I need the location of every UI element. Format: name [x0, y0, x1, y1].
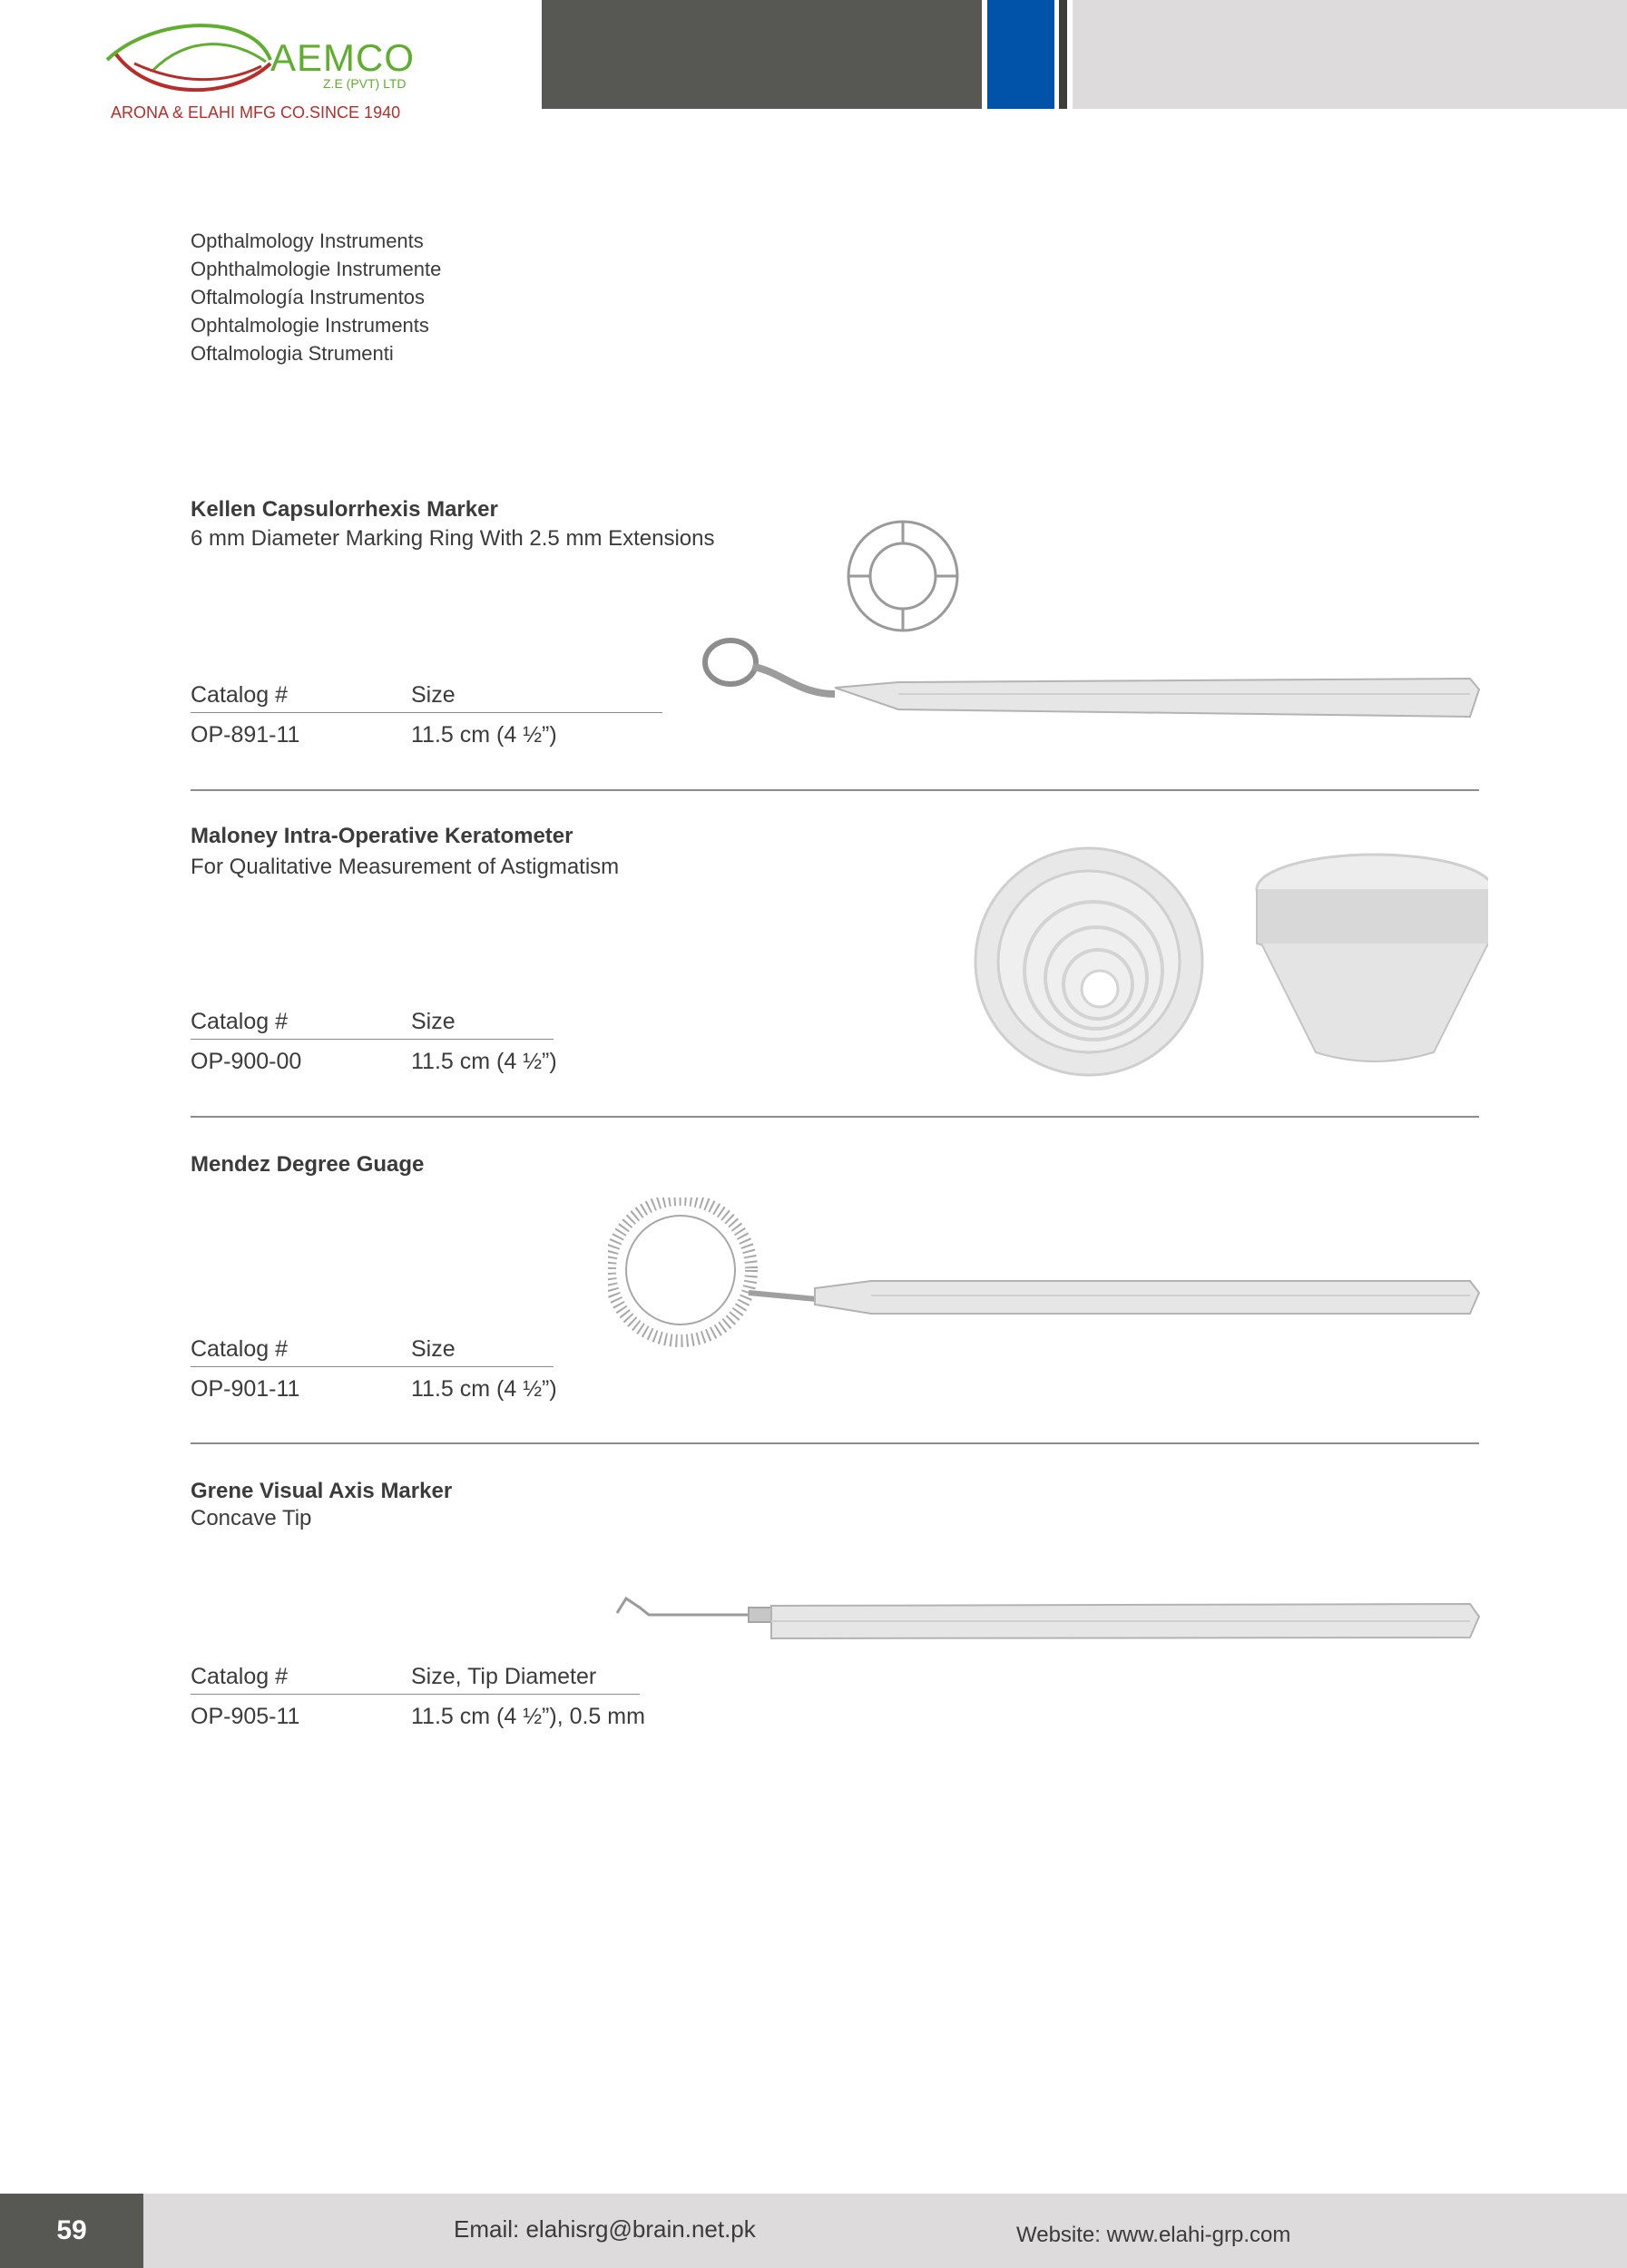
spec-table [191, 1336, 662, 1403]
company-logo [98, 16, 425, 134]
product-title: Kellen Capsulorrhexis Marker [191, 497, 498, 522]
brand-name: AEMCO [270, 36, 416, 79]
footer-bar [143, 2194, 1627, 2268]
spec-table [191, 682, 662, 748]
category-item: Oftalmologia Strumenti [191, 342, 394, 365]
category-item: Opthalmology Instruments [191, 230, 424, 252]
category-item: Oftalmología Instrumentos [191, 286, 426, 308]
size-value: 11.5 cm (4 ½”) [411, 722, 557, 748]
product-subtitle: 6 mm Diameter Marking Ring With 2.5 mm Extensions [191, 526, 715, 551]
size-header: Size [411, 682, 456, 708]
footer-email: Email: elahisrg@brain.net.pk [454, 2215, 756, 2243]
header-dark-block [542, 0, 982, 109]
product-subtitle: For Qualitative Measurement of Astigmatism [191, 855, 620, 879]
product-title: Grene Visual Axis Marker [191, 1479, 453, 1503]
catalog-number: OP-891-11 [191, 722, 300, 748]
product-title: Maloney Intra-Operative Keratometer [191, 824, 573, 848]
section-divider [191, 789, 1479, 791]
catalog-number: OP-900-00 [191, 1049, 302, 1074]
size-value: 11.5 cm (4 ½”), 0.5 mm [411, 1704, 645, 1729]
keratometer-image [971, 844, 1488, 1080]
category-list [191, 227, 441, 367]
page-number: 59 [0, 2194, 143, 2268]
header-divider-block [1059, 0, 1067, 109]
category-item: Ophthalmologie Instrumente [191, 258, 442, 280]
size-header: Size, Tip Diameter [411, 1664, 597, 1689]
brand-subtitle: Z.E (PVT) LTD [323, 76, 407, 91]
header-blue-block [987, 0, 1054, 109]
capsulorrhexis-marker-image [690, 508, 1488, 726]
size-value: 11.5 cm (4 ½”) [411, 1376, 557, 1402]
visual-axis-marker-image [613, 1588, 1484, 1651]
product-subtitle: Concave Tip [191, 1506, 312, 1530]
catalog-header: Catalog # [191, 1664, 289, 1689]
footer-website: Website: www.elahi-grp.com [1016, 2223, 1291, 2247]
size-header: Size [411, 1336, 456, 1362]
section-divider [191, 1442, 1479, 1444]
catalog-header: Catalog # [191, 1336, 289, 1362]
header-light-block [1073, 0, 1627, 109]
brand-tagline: ARONA & ELAHI MFG CO.SINCE 1940 [111, 103, 401, 122]
spec-table [191, 1009, 662, 1075]
size-value: 11.5 cm (4 ½”) [411, 1049, 557, 1074]
category-item: Ophtalmologie Instruments [191, 314, 429, 337]
catalog-header: Catalog # [191, 682, 289, 708]
spec-table [191, 1664, 662, 1730]
product-title: Mendez Degree Guage [191, 1152, 425, 1177]
size-header: Size [411, 1009, 456, 1034]
degree-gauge-image [608, 1198, 1488, 1352]
section-divider [191, 1116, 1479, 1118]
catalog-number: OP-905-11 [191, 1704, 300, 1729]
catalog-number: OP-901-11 [191, 1376, 300, 1402]
catalog-header: Catalog # [191, 1009, 289, 1034]
